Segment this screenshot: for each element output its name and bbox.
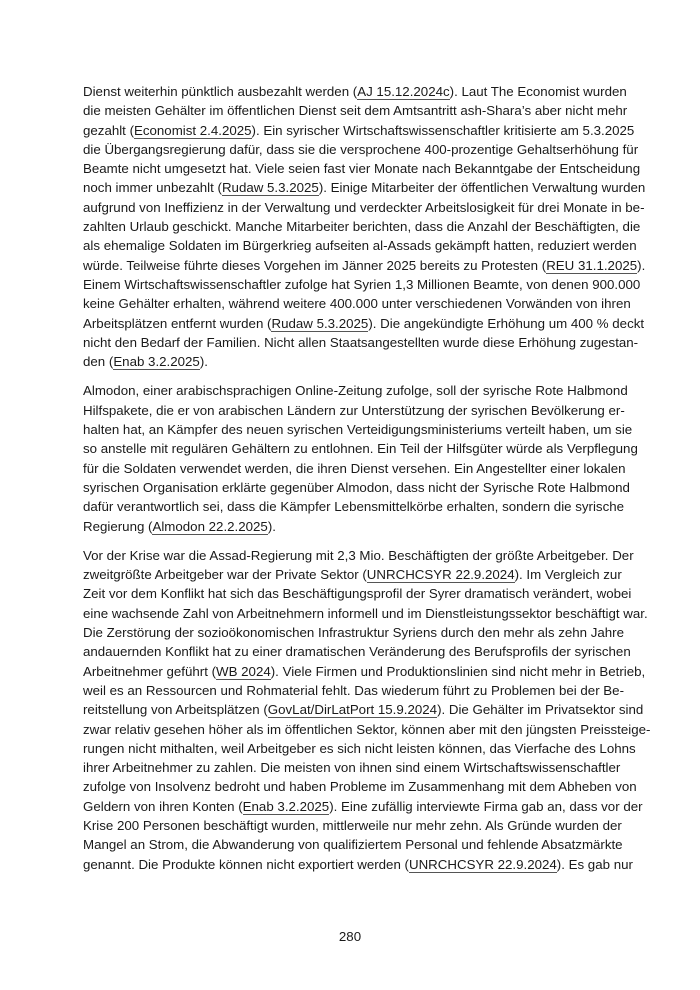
text-line bbox=[83, 565, 622, 584]
text-line bbox=[83, 275, 641, 294]
text-line bbox=[83, 121, 635, 140]
text-segment: ). Viele Firmen und Produktionslinien sind nicht mehr in Betrieb, bbox=[270, 663, 646, 679]
citation-link[interactable]: WB 2024 bbox=[216, 663, 271, 679]
text-segment: ). Laut The Economist wurden bbox=[449, 84, 627, 99]
text-segment: aufgrund von Ineffizienz in der Verwaltung und verdeckter Arbeitslosigkeit für drei Monate in be- bbox=[83, 199, 645, 215]
text-segment: eine wachsende Zahl von Arbeitnehmern informell und im Dienstleistungssektor beschäftigt war. bbox=[83, 605, 648, 621]
citation-link[interactable]: Enab 3.2.2025 bbox=[242, 798, 330, 814]
text-line bbox=[83, 835, 623, 854]
text-line bbox=[83, 420, 633, 439]
text-line bbox=[83, 314, 645, 333]
text-segment: Einem Wirtschaftswissenschaftler zufolge hat Syrien 1,3 Millionen Beamte, von denen 900.000 bbox=[83, 276, 641, 292]
text-line bbox=[83, 642, 631, 661]
text-segment: ). bbox=[267, 518, 276, 534]
text-segment: Geldern von ihren Konten ( bbox=[83, 798, 243, 814]
text-segment: Mangel an Strom, die Abwanderung von qualifiziertem Personal und fehlende Absatzmärkte bbox=[83, 837, 623, 853]
text-segment: die Übergangsregierung dafür, dass sie die versprochene 400-prozentige Gehaltserhöhung für bbox=[83, 141, 639, 157]
text-segment: Almodon, einer arabischsprachigen Online-Zeitung zufolge, soll der syrische Rote Halbmond bbox=[83, 383, 628, 399]
text-line bbox=[83, 140, 639, 159]
text-line bbox=[83, 236, 637, 255]
text-segment: keine Gehälter erhalten, während weitere 400.000 unter verschiedenen Vorwänden von ihren bbox=[83, 296, 631, 312]
citation-link[interactable]: UNRCHCSYR 22.9.2024 bbox=[366, 567, 515, 583]
text-segment: ). Ein syrischer Wirtschaftswissenschaftler kritisierte am 5.3.2025 bbox=[251, 122, 635, 138]
text-segment: ). bbox=[637, 257, 646, 273]
text-line bbox=[83, 855, 633, 874]
text-line bbox=[83, 381, 628, 400]
text-line bbox=[83, 159, 641, 178]
text-line bbox=[83, 294, 631, 313]
text-line bbox=[83, 681, 625, 700]
text-segment: ). Einige Mitarbeiter der öffentlichen Verwaltung wurden bbox=[318, 180, 646, 196]
citation-link[interactable]: AJ 15.12.2024c bbox=[357, 84, 450, 99]
text-segment: syrischen Organisation erklärte gegenüber Almodon, dass nicht der Syrische Rote Halbmond bbox=[83, 479, 630, 495]
text-segment: zwar relativ gesehen höher als im öffentlichen Sektor, können aber mit den jüngsten Preissteige- bbox=[83, 721, 651, 737]
text-segment: die meisten Gehälter im öffentlichen Dienst seit dem Amtsantritt ash-Shara’s aber nicht mehr bbox=[83, 103, 628, 119]
text-segment: so anstelle mit regulären Gehältern zu entlohnen. Ein Teil der Hilfsgüter würde als Verpflegung bbox=[83, 441, 638, 457]
text-segment: rungen nicht mithalten, weil Arbeitgeber es sich nicht leisten können, das Vierfache des Lohns bbox=[83, 740, 636, 756]
text-line bbox=[83, 101, 628, 120]
text-segment: würde. Teilweise führte dieses Vorgehen im Jänner 2025 bereits zu Protesten ( bbox=[83, 257, 547, 273]
text-segment: halten hat, an Kämpfer des neuen syrischen Verteidigungsministeriums verteilt haben, um sie bbox=[83, 422, 633, 438]
text-line bbox=[83, 459, 626, 478]
text-segment: ). bbox=[199, 354, 208, 370]
citation-link[interactable]: UNRCHCSYR 22.9.2024 bbox=[408, 856, 557, 872]
text-line bbox=[83, 497, 625, 516]
text-line bbox=[83, 198, 645, 217]
text-segment: ). Es gab nur bbox=[556, 856, 633, 872]
text-segment: Vor der Krise war die Assad-Regierung mit 2,3 Mio. Beschäftigten der größte Arbeitgeber. Der bbox=[83, 547, 634, 563]
text-segment: ). Eine zufällig interviewte Firma gab an, dass vor der bbox=[329, 798, 643, 814]
text-segment: gezahlt ( bbox=[83, 122, 134, 138]
text-line bbox=[83, 352, 619, 371]
document-body bbox=[83, 82, 651, 884]
text-line bbox=[83, 662, 646, 681]
text-line bbox=[83, 700, 644, 719]
text-segment: dafür verantwortlich sei, dass die Kämpfer Lebensmittelkörbe erhalten, sondern die syrische bbox=[83, 499, 625, 515]
text-segment: genannt. Die Produkte können nicht exportiert werden ( bbox=[83, 856, 409, 872]
text-line bbox=[83, 623, 624, 642]
text-segment: Die Zerstörung der sozioökonomischen Infrastruktur Syriens durch den mehr als zehn Jahre bbox=[83, 625, 624, 641]
text-line bbox=[83, 777, 637, 796]
text-line bbox=[83, 517, 619, 536]
text-segment: weil es an Ressourcen und Rohmaterial fehlt. Das wiederum führt zu Problemen bei der Be- bbox=[83, 682, 625, 698]
text-segment: ). Im Vergleich zur bbox=[514, 567, 622, 583]
text-line bbox=[83, 720, 651, 739]
text-segment: Dienst weiterhin pünktlich ausbezahlt werden ( bbox=[83, 84, 358, 99]
text-line bbox=[83, 478, 630, 497]
text-segment: nicht den Bedarf der Familien. Nicht allen Staatsangestellten wurde diese Erhöhung zugestan- bbox=[83, 334, 639, 350]
text-line bbox=[83, 333, 639, 352]
paragraph bbox=[83, 546, 651, 874]
text-segment: Arbeitsplätzen entfernt wurden ( bbox=[83, 315, 272, 331]
text-line bbox=[83, 439, 638, 458]
text-segment: andauernden Konflikt hat zu einer dramatischen Veränderung des Berufsprofils der syrischen bbox=[83, 644, 631, 660]
text-segment: zufolge von Insolvenz bedroht und haben Probleme im Zusammenhang mit dem Abheben von bbox=[83, 779, 637, 795]
citation-link[interactable]: Economist 2.4.2025 bbox=[134, 122, 252, 138]
citation-link[interactable]: GovLat/DirLatPort 15.9.2024 bbox=[267, 702, 438, 718]
citation-link[interactable]: Enab 3.2.2025 bbox=[113, 354, 200, 370]
text-segment: noch immer unbezahlt ( bbox=[83, 180, 222, 196]
paragraph bbox=[83, 381, 638, 535]
text-line bbox=[83, 178, 646, 197]
text-line bbox=[83, 584, 632, 603]
text-segment: Zeit vor dem Konflikt hat sich das Beschäftigungsprofil der Syrer dramatisch verändert, wobei bbox=[83, 586, 632, 602]
text-segment: zahlten Urlaub geschickt. Manche Mitarbeiter berichten, dass die Anzahl der Beschäftigten, die bbox=[83, 219, 641, 235]
text-segment: Arbeitnehmer geführt ( bbox=[83, 663, 217, 679]
text-segment: zweitgrößte Arbeitgeber war der Private Sektor ( bbox=[83, 567, 367, 583]
text-line bbox=[83, 816, 622, 835]
text-segment: ). Die Gehälter im Privatsektor sind bbox=[437, 702, 644, 718]
text-segment: Beamte nicht umgesetzt hat. Viele seien fast vier Monate nach Bekanntgabe der Entscheidung bbox=[83, 161, 641, 177]
text-line bbox=[83, 739, 636, 758]
text-segment: Regierung ( bbox=[83, 518, 153, 534]
text-segment: ihrer Arbeitnehmer zu zahlen. Die meisten von ihnen sind einem Wirtschaftswissenschaftler bbox=[83, 760, 621, 776]
page-number: 280 bbox=[338, 929, 362, 944]
text-segment: Hilfspakete, die er von arabischen Ländern zur Unterstützung der syrischen Bevölkerung er- bbox=[83, 402, 625, 418]
citation-link[interactable]: Almodon 22.2.2025 bbox=[152, 518, 268, 534]
text-line bbox=[83, 217, 641, 236]
text-segment: reitstellung von Arbeitsplätzen ( bbox=[83, 702, 268, 718]
text-line bbox=[83, 604, 648, 623]
text-line bbox=[83, 82, 627, 101]
text-line bbox=[83, 797, 643, 816]
text-line bbox=[83, 401, 625, 420]
text-line bbox=[83, 256, 646, 275]
text-segment: ). Die angekündigte Erhöhung um 400 % deckt bbox=[368, 315, 645, 331]
text-segment: den ( bbox=[83, 354, 114, 370]
paragraph bbox=[83, 82, 646, 371]
text-segment: als ehemalige Soldaten im Bürgerkrieg aufseiten al-Assads gekämpft hatten, reduziert werden bbox=[83, 238, 637, 254]
text-line bbox=[83, 546, 634, 565]
citation-link[interactable]: REU 31.1.2025 bbox=[546, 257, 638, 273]
text-line bbox=[83, 758, 619, 777]
text-segment: Krise 200 Personen beschäftigt wurden, mittlerweile nur mehr zehn. Als Gründe wurden der bbox=[83, 817, 622, 833]
citation-link[interactable]: Rudaw 5.3.2025 bbox=[221, 180, 319, 196]
citation-link[interactable]: Rudaw 5.3.2025 bbox=[271, 315, 369, 331]
text-segment: für die Soldaten verwendet werden, die ihren Dienst versehen. Ein Angestellter einer lokalen bbox=[83, 460, 626, 476]
